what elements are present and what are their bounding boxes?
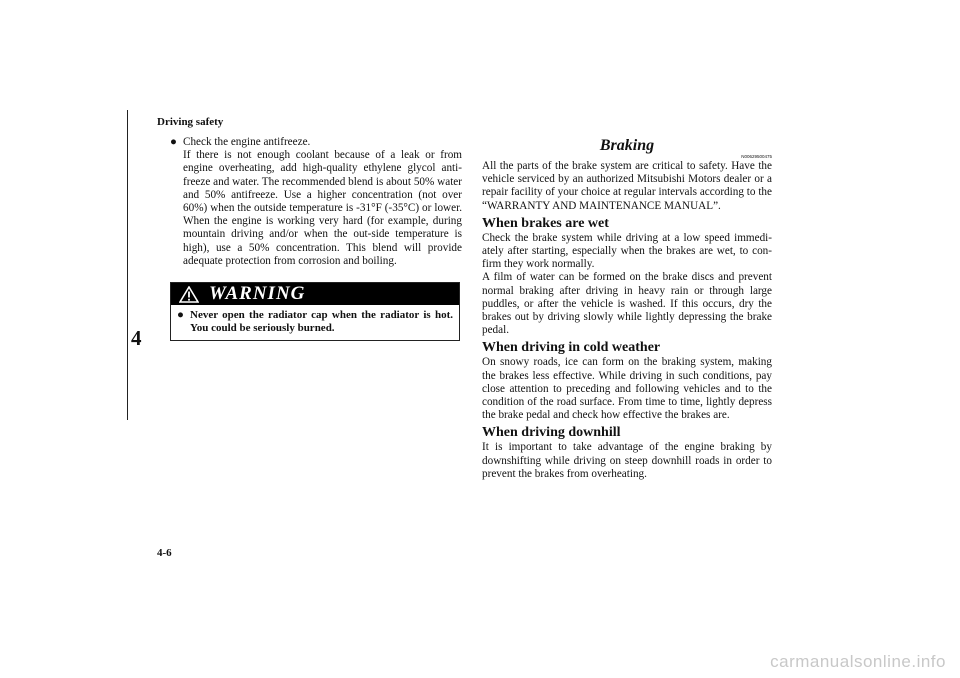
right-column xyxy=(482,136,772,481)
bullet-icon: ● xyxy=(170,136,177,148)
cold-weather-paragraph: On snowy roads, ice can form on the braking system, making the brakes less effective. While driving in such conditions, pay close attention to preceding and following vehicles and to the condition of the road surface. From time to time, lightly depress the brake pedal and check how effective the brakes are. xyxy=(482,356,772,422)
intro-paragraph: All the parts of the brake system are critical to safety. Have the vehicle serviced by an authorized Mitsubishi Motors dealer or a repair facility of your choice at regular intervals according to the “WARRANTY AND MAINTENANCE MANUAL”. xyxy=(482,160,772,212)
section-title: Braking xyxy=(599,137,655,154)
subheading-cold-weather: When driving in cold weather xyxy=(482,340,661,356)
bullet-lead: Check the engine antifreeze. xyxy=(183,136,311,148)
left-column xyxy=(170,136,462,341)
chapter-tab: 4 xyxy=(131,326,142,350)
antifreeze-bullet xyxy=(170,136,462,268)
downhill-paragraph: It is important to take advantage of the engine braking by downshifting while driving on steep downhill roads in order to prevent the brakes from overheating. xyxy=(482,441,772,480)
warning-body xyxy=(171,305,459,340)
warning-box xyxy=(170,282,460,341)
warning-triangle-icon xyxy=(179,286,199,303)
subheading-downhill: When driving downhill xyxy=(482,425,621,441)
warning-title: WARNING xyxy=(209,283,306,305)
warning-header xyxy=(171,283,459,305)
page-number: 4-6 xyxy=(157,547,172,559)
warning-text: Never open the radiator cap when the radiator is hot. You could be seriously burned. xyxy=(190,309,453,335)
watermark: carmanualsonline.info xyxy=(770,652,946,671)
bullet-icon: ● xyxy=(177,309,184,322)
chapter-divider xyxy=(127,110,128,420)
wet-brakes-paragraph-1: Check the brake system while driving at a low speed immedi-ately after starting, especially when the brakes are wet, to con-firm they work normally. xyxy=(482,231,772,271)
section-code: N00629500475 xyxy=(741,154,772,159)
wet-brakes-paragraph-2: A film of water can be formed on the brake discs and prevent normal braking after driving in heavy rain or through large puddles, or after the vehicle is washed. If this occurs, dry the brakes out by driving slowly while lightly depressing the brake pedal. xyxy=(482,271,772,337)
bullet-body: If there is not enough coolant because of a leak or from engine overheating, add high-quality ethylene glycol anti-freeze and water. The recommended blend is about 50% water and 50% antifreeze. Use a higher concentration (not over 60%) when the outside temperature is -31°F (-35°C) or lower. When the engine is working very hard (for example, during mountain driving and/or when the out-side temperature is high), use a 50% concentration. This blend will provide adequate protection from corrosion and boiling. xyxy=(183,149,462,267)
running-header: Driving safety xyxy=(157,116,224,128)
subheading-wet-brakes: When brakes are wet xyxy=(482,215,609,231)
